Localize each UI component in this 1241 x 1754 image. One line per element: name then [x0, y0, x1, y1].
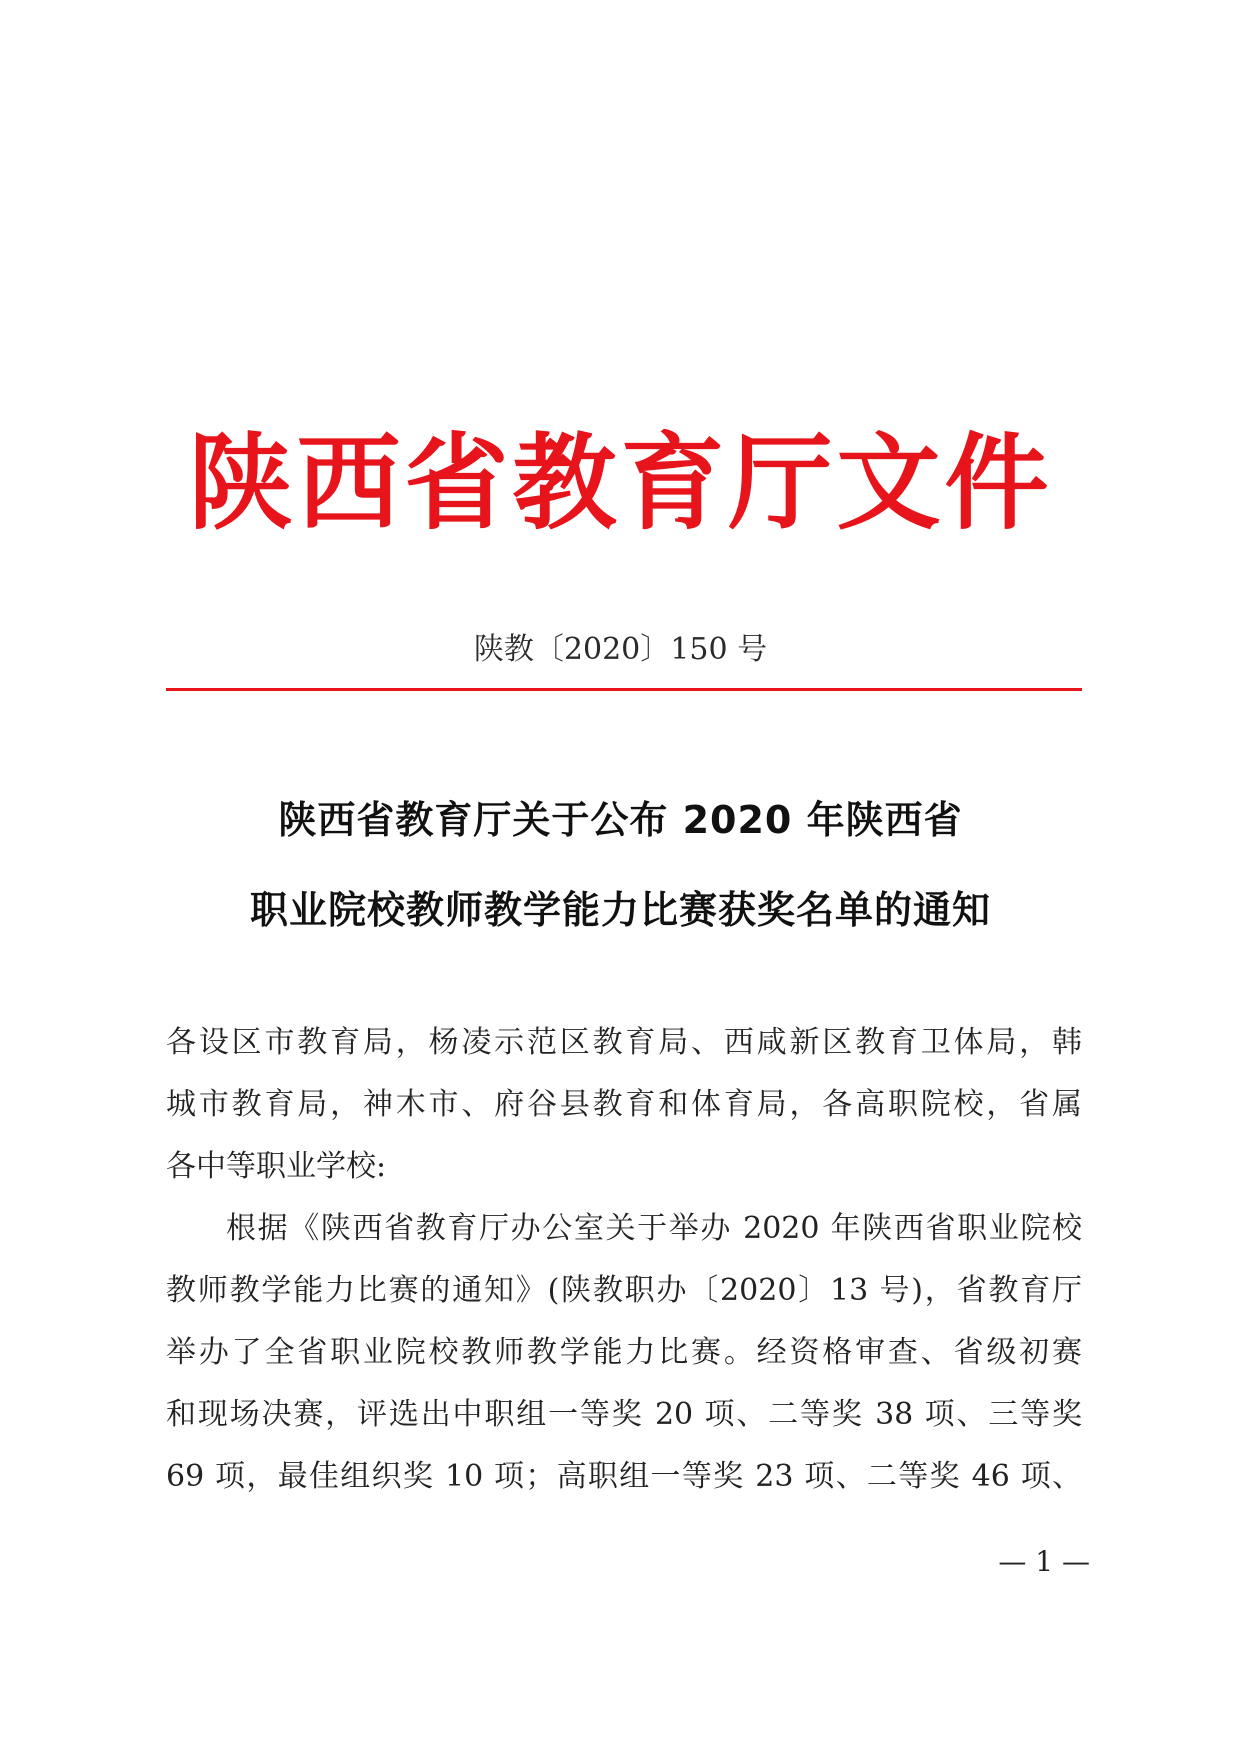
document-number: 陕教〔2020〕150 号: [473, 632, 768, 667]
notice-title-line-2: 职业院校教师教学能力比赛获奖名单的通知: [249, 888, 991, 932]
salutation-line: 各设区市教育局，杨凌示范区教育局、西咸新区教育卫体局，韩: [166, 1025, 1082, 1060]
masthead-title: 陕西省教育厅文件: [188, 421, 1053, 544]
salutation-line: 城市教育局，神木市、府谷县教育和体育局，各高职院校，省属: [166, 1087, 1082, 1122]
paragraph-line: 教师教学能力比赛的通知》(陕教职办〔2020〕13 号)，省教育厅: [166, 1273, 1082, 1308]
page-number: — 1 —: [998, 1545, 1090, 1578]
red-separator-rule: [166, 688, 1082, 691]
paragraph-line: 举办了全省职业院校教师教学能力比赛。经资格审查、省级初赛: [166, 1335, 1082, 1370]
salutation-block: [166, 1012, 1082, 1198]
salutation-line: 各中等职业学校:: [166, 1149, 387, 1184]
paragraph-line: 和现场决赛，评选出中职组一等奖 20 项、二等奖 38 项、三等奖: [166, 1397, 1082, 1432]
paragraph-line: 根据《陕西省教育厅办公室关于举办 2020 年陕西省职业院校: [226, 1211, 1082, 1246]
notice-title-line-1: 陕西省教育厅关于公布 2020 年陕西省: [278, 798, 963, 842]
body-paragraph: [166, 1198, 1082, 1508]
paragraph-line: 69 项，最佳组织奖 10 项；高职组一等奖 23 项、二等奖 46 项、: [166, 1459, 1082, 1494]
